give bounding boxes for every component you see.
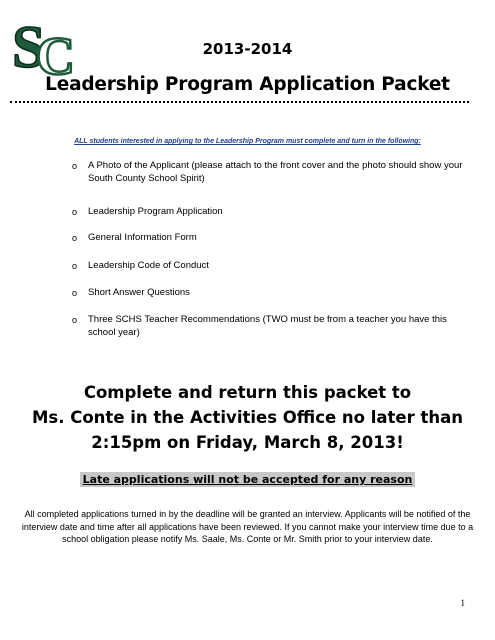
circle-bullet-icon: o: [72, 233, 78, 243]
svg-text:C: C: [36, 26, 75, 80]
interview-note: All completed applications turned in by the deadline will be granted an interview. Applicants will be notified of the interview date and time after all applications have been reviewed. If you cannot make your interview time due to a school obligation please notify Ms. Saale, Ms. Conte or Mr. Smith prior to your interview date.: [21, 509, 474, 545]
deadline-line-1: Complete and return this packet to: [83, 383, 412, 402]
circle-bullet-icon: o: [72, 207, 78, 217]
deadline-line-2: Ms. Conte in the Activities Office no later than: [31, 408, 464, 427]
deadline-block: [0, 380, 495, 455]
late-notice-banner: [0, 470, 495, 488]
deadline-line-3: 2:15pm on Friday, March 8, 2013!: [91, 433, 404, 452]
circle-bullet-icon: o: [72, 161, 78, 171]
list-item: o General Information Form: [72, 232, 197, 243]
page-number: 1: [460, 598, 465, 608]
page-title: Leadership Program Application Packet: [45, 74, 450, 95]
list-item: o Short Answer Questions: [72, 287, 190, 298]
svg-text:S: S: [12, 14, 46, 80]
circle-bullet-icon: o: [72, 288, 78, 298]
dotted-divider: [10, 101, 469, 103]
list-item: o Leadership Code of Conduct: [72, 260, 209, 271]
school-year: 2013-2014: [202, 40, 293, 58]
circle-bullet-icon: o: [72, 315, 78, 325]
requirements-list: [72, 160, 467, 338]
late-notice-text: Late applications will not be accepted for any reason: [80, 472, 416, 487]
circle-bullet-icon: o: [72, 261, 78, 271]
list-item: o Three SCHS Teacher Recommendations (TWO must be from a teacher you have this school year): [72, 314, 447, 338]
intro-instruction: ALL students interested in applying to the Leadership Program must complete and turn in the following:: [74, 138, 421, 145]
list-item: o Leadership Program Application: [72, 206, 223, 217]
list-item: o A Photo of the Applicant (please attach to the front cover and the photo should show your South County School Spirit): [72, 160, 463, 184]
